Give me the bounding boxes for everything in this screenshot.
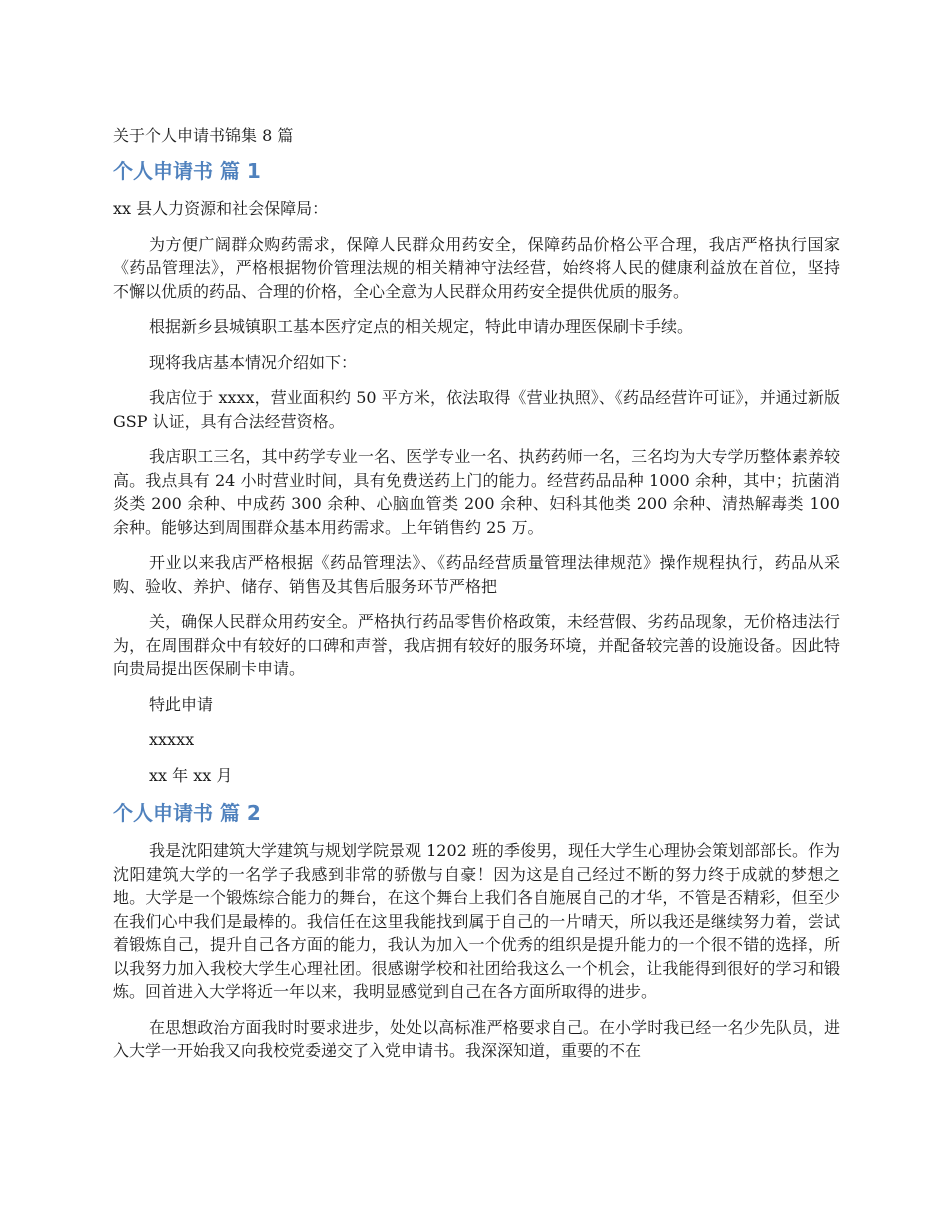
closing-line: 特此申请	[149, 694, 214, 714]
date-line: xx 年 xx 月	[149, 765, 233, 785]
paragraph: 关，确保人民群众用药安全。严格执行药品零售价格政策，未经营假、劣药品现象，无价格违法行为，在周围群众中有较好的口碑和声誉，我店拥有较好的服务环境，并配备较完善的设施设备。因此特向贵局提出医保刷卡申请。	[113, 612, 840, 678]
paragraph: 我是沈阳建筑大学建筑与规划学院景观 1202 班的季俊男，现任大学生心理协会策划部部长。作为沈阳建筑大学的一名学子我感到非常的骄傲与自豪！因为这是自己经过不断的努力终于成就的梦想之地。大学是一个锻炼综合能力的舞台，在这个舞台上我们各自施展自己的才华，不管是否精彩，但至少在我们心中我们是最棒的。我信任在这里我能找到属于自己的一片晴天，所以我还是继续努力着，尝试着锻炼自己，提升自己各方面的能力，我认为加入一个优秀的组织是提升能力的一个很不错的选择，所以我努力加入我校大学生心理社团。很感谢学校和社团给我这么一个机会，让我能得到很好的学习和锻炼。回首进入大学将近一年以来，我明显感觉到自己在各方面所取得的进步。	[113, 841, 840, 1001]
salutation: xx 县人力资源和社会保障局：	[113, 199, 329, 218]
signature: xxxxx	[149, 730, 195, 749]
paragraph: 现将我店基本情况介绍如下：	[149, 352, 358, 372]
paragraph: 开业以来我店严格根据《药品管理法》、《药品经营质量管理法律规范》操作规程执行，药品从采购、验收、养护、储存、销售及其售后服务环节严格把	[113, 553, 840, 596]
document-page	[113, 124, 840, 1075]
document-title: 关于个人申请书锦集 8 篇	[113, 126, 294, 145]
paragraph: 我店职工三名，其中药学专业一名、医学专业一名、执药药师一名，三名均为大专学历整体素养较高。我点具有 24 小时营业时间，具有免费送药上门的能力。经营药品品种 1000 余种，其中；抗菌消炎类 200 余种、中成药 300 余种、心脑血管类 200 余种、妇科其他类 200 余种、清热解毒类 100 余种。能够达到周围群众基本用药需求。上年销售约 25 万。	[113, 447, 840, 537]
paragraph: 为方便广阔群众购药需求，保障人民群众用药安全，保障药品价格公平合理，我店严格执行国家《药品管理法》，严格根据物价管理法规的相关精神守法经营，始终将人民的健康利益放在首位，坚持不懈以优质的药品、合理的价格，全心全意为人民群众用药安全提供优质的服务。	[113, 234, 840, 301]
paragraph: 根据新乡县城镇职工基本医疗定点的相关规定，特此申请办理医保刷卡手续。	[149, 317, 694, 336]
section-heading-2: 个人申请书 篇 2	[113, 801, 261, 825]
paragraph: 在思想政治方面我时时要求进步，处处以高标准严格要求自己。在小学时我已经一名少先队员，进入大学一开始我又向我校党委递交了入党申请书。我深深知道，重要的不在	[113, 1017, 840, 1060]
section-heading-1: 个人申请书 篇 1	[113, 159, 261, 183]
paragraph: 我店位于 xxxx，营业面积约 50 平方米，依法取得《营业执照》、《药品经营许可证》，并通过新版 GSP 认证，具有合法经营资格。	[113, 388, 840, 431]
